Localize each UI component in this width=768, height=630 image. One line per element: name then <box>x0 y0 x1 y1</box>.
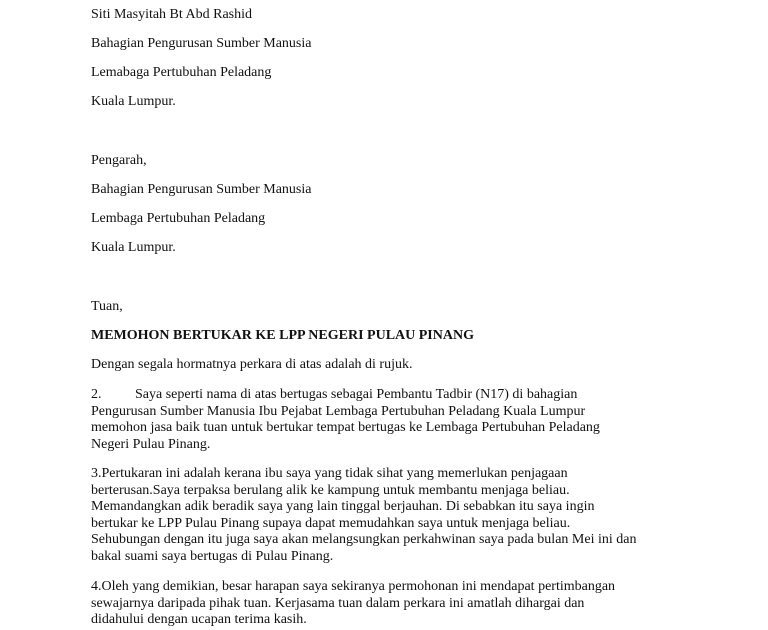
paragraph-line-text: Saya seperti nama di atas bertugas sebagai Pembantu Tadbir (N17) di bahagian <box>135 387 578 402</box>
opening-line: Dengan segala hormatnya perkara di atas adalah di rujuk. <box>91 357 413 372</box>
paragraph-line: sewajarnya daripada pihak tuan. Kerjasama tuan dalam perkara ini amatlah dihargai dan <box>91 595 585 611</box>
paragraph-4 <box>91 579 691 629</box>
paragraph-line: bakal suami saya bertugas di Pulau Pinang. <box>91 548 334 564</box>
paragraph-number: 2. <box>91 387 102 402</box>
paragraph-line: bertukar ke LPP Pulau Pinang supaya dapat memudahkan saya untuk menjaga beliau. <box>91 515 571 531</box>
paragraph-line: memohon jasa baik tuan untuk bertukar tempat bertugas ke Lembaga Pertubuhan Peladang <box>91 420 600 435</box>
sender-department: Bahagian Pengurusan Sumber Manusia <box>91 36 312 51</box>
paragraph-line: 3.Pertukaran ini adalah kerana ibu saya yang tidak sihat yang memerlukan penjagaan <box>91 466 568 481</box>
paragraph-line: berterusan.Saya terpaksa berulang alik ke kampung untuk membantu menjaga beliau. <box>91 482 570 498</box>
paragraph-3 <box>91 466 691 565</box>
sender-organization: Lemabaga Pertubuhan Peladang <box>91 65 272 80</box>
sender-city: Kuala Lumpur. <box>91 94 176 109</box>
letter-subject: MEMOHON BERTUKAR KE LPP NEGERI PULAU PINANG <box>91 328 474 343</box>
salutation: Tuan, <box>91 299 123 314</box>
paragraph-line: 4.Oleh yang demikian, besar harapan saya sekiranya permohonan ini mendapat pertimbangan <box>91 579 616 594</box>
paragraph-line: Pengurusan Sumber Manusia Ibu Pejabat Lembaga Pertubuhan Peladang Kuala Lumpur <box>91 403 586 419</box>
paragraph-line <box>91 387 691 404</box>
sender-name: Siti Masyitah Bt Abd Rashid <box>91 7 253 22</box>
paragraph-line: didahului dengan ucapan terima kasih. <box>91 612 307 627</box>
recipient-title: Pengarah, <box>91 153 147 168</box>
paragraph-line: Sehubungan dengan itu juga saya akan melangsungkan perkahwinan saya pada bulan Mei ini dan <box>91 532 637 547</box>
recipient-department: Bahagian Pengurusan Sumber Manusia <box>91 182 312 197</box>
paragraph-2 <box>91 387 691 453</box>
paragraph-line: Memandangkan adik beradik saya yang lain tinggal berjauhan. Di sebabkan itu saya ingin <box>91 499 595 514</box>
recipient-organization: Lembaga Pertubuhan Peladang <box>91 211 266 226</box>
paragraph-line: Negeri Pulau Pinang. <box>91 436 211 452</box>
recipient-city: Kuala Lumpur. <box>91 240 176 255</box>
